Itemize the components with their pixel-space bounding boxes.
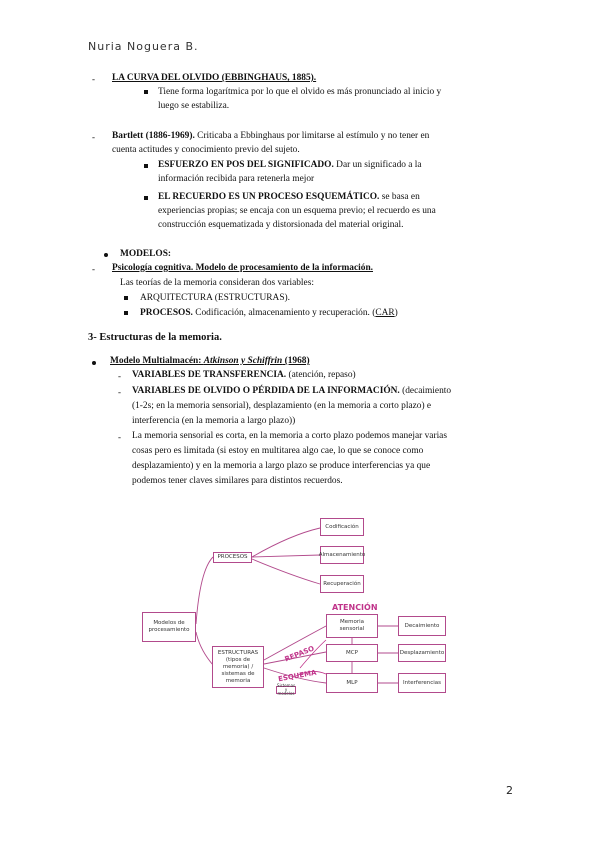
diagram-mcp: MCP	[326, 644, 378, 662]
connector-almacenamiento	[252, 555, 320, 557]
curva-line1: Tiene forma logarítmica por lo que el olvido es más pronunciado al inicio y	[158, 87, 442, 97]
connector-root-estructuras	[196, 632, 213, 665]
bartlett-b1-title: ESFUERZO EN POS DEL SIGNIFICADO.	[158, 160, 334, 170]
author-name: Nuria Noguera B.	[88, 40, 199, 53]
procesos-title: PROCESOS.	[140, 308, 193, 318]
vo-line3: interferencia (en la memoria a largo plazo))	[132, 416, 296, 426]
modelo-authors: Atkinson y Schiffrin	[203, 356, 283, 366]
dash-marker: -	[118, 371, 121, 381]
connector-codificacion	[252, 528, 320, 557]
diagram-codificacion: Codificación	[320, 518, 364, 536]
teorias-text: Las teorías de la memoria consideran dos variables:	[120, 278, 314, 288]
diagram-recuperacion: Recuperación	[320, 575, 364, 593]
bartlett-line1-rest: Criticaba a Ebbinghaus por limitarse al estímulo y no tener en	[194, 131, 430, 141]
vo-line2: (1-2s; en la memoria sensorial), desplazamiento (en la memoria a corto plazo) e	[132, 401, 432, 411]
dash-marker: -	[92, 264, 95, 274]
arq-text: ARQUITECTURA (ESTRUCTURAS).	[140, 293, 291, 303]
dash-marker: -	[118, 432, 121, 442]
bartlett-b2-line2: experiencias propias; se encaja con un esquema previo; el recuerdo es una	[158, 206, 436, 216]
ms-line4: podemos tener claves similares para distintos recuerdos.	[132, 476, 343, 486]
bartlett-b2-rest: se basa en	[379, 192, 420, 202]
dash-marker: -	[92, 74, 95, 84]
vo-rest: (decaimiento	[399, 386, 452, 396]
dash-marker: -	[118, 387, 121, 397]
diagram-estructuras: ESTRUCTURAS (tipos de memoria) / sistemas de memoria	[212, 646, 264, 688]
car-acronym: CAR	[375, 308, 395, 318]
vt-title: VARIABLES DE TRANSFERENCIA.	[132, 370, 287, 380]
modelo-year: (1968)	[282, 356, 310, 366]
diagram-almacenamiento: Almacenamiento	[320, 546, 364, 564]
procesos-close: )	[394, 308, 398, 318]
psico-title: Psicología cognitiva. Modelo de procesamiento de la información.	[112, 263, 373, 273]
modelos-title: MODELOS:	[120, 249, 172, 259]
diagram-interferencias: Interferencias	[398, 673, 446, 693]
bartlett-b1-rest: Dar un significado a la	[333, 160, 422, 170]
section3-title: 3- Estructuras de la memoria.	[88, 332, 222, 343]
vo-title: VARIABLES DE OLVIDO O PÉRDIDA DE LA INFORMACIÓN.	[132, 386, 400, 396]
handwritten-esquema: ESQUEMA	[277, 668, 318, 684]
ms-line1: La memoria sensorial es corta, en la memoria a corto plazo podemos manejar varias	[132, 431, 447, 441]
handwritten-atencion: ATENCIÓN	[332, 603, 378, 612]
bartlett-line2: cuenta actitudes y conocimiento previo del sujeto.	[112, 145, 300, 155]
diagram-small-box: Sistemas y modelos	[276, 683, 296, 696]
vt-rest: (atención, repaso)	[286, 370, 356, 380]
ms-line3: desplazamiento) y en la memoria a largo plazo se produce interferencias ya que	[132, 461, 431, 471]
modelo-label: Modelo Multialmacén:	[110, 356, 204, 366]
bartlett-b2-title: EL RECUERDO ES UN PROCESO ESQUEMÁTICO.	[158, 192, 380, 202]
connector-root-procesos	[196, 557, 213, 624]
connector-recuperacion	[252, 559, 320, 584]
ms-line2: cosas pero es limitada (si estoy en multitarea algo cae, lo que se conoce como	[132, 446, 424, 456]
curva-line2: luego se estabiliza.	[158, 101, 230, 111]
diagram-procesos: PROCESOS	[213, 552, 252, 563]
page-number: 2	[506, 784, 513, 797]
diagram-mlp: MLP	[326, 673, 378, 693]
diagram-decaimiento: Decaimiento	[398, 616, 446, 636]
diagram-desplazamiento: Desplazamiento	[398, 644, 446, 662]
bartlett-b1-line2: información recibida para retenerla mejor	[158, 174, 315, 184]
diagram-root: Modelos de procesamiento	[142, 612, 196, 642]
bartlett-name: Bartlett (1886-1969).	[112, 131, 195, 141]
bartlett-b2-line3: construcción esquematizada y distorsionada del material original.	[158, 220, 404, 230]
handwritten-repaso: REPASO	[283, 644, 316, 664]
diagram-memoria-sensorial: Memoria sensorial	[326, 614, 378, 638]
dash-marker: -	[92, 132, 95, 142]
curva-title: LA CURVA DEL OLVIDO (EBBINGHAUS, 1885).	[112, 73, 317, 83]
procesos-rest: Codificación, almacenamiento y recuperación. (	[192, 308, 376, 318]
